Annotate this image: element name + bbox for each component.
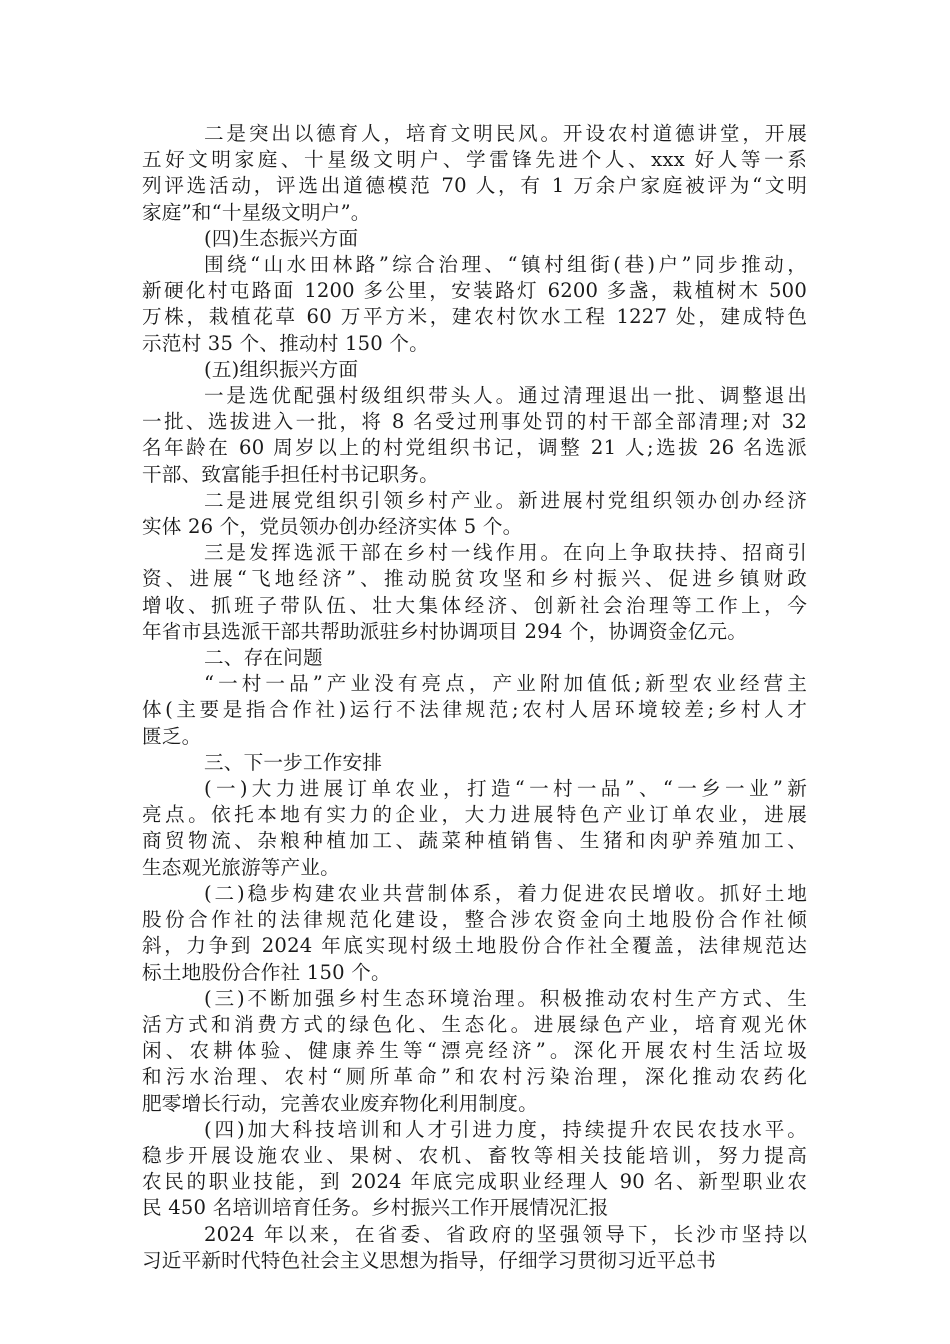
text-line: 体(主要是指合作社)运行不法律规范;农村人居环境较差;乡村人才 [142,698,807,722]
text-line: 三、下一步工作安排 [204,750,383,774]
text-line: 名年龄在 60 周岁以上的村党组织书记，调整 21 人;选拔 26 名选派 [142,436,807,460]
body-paragraph [142,881,807,986]
text-line: 稳步开展设施农业、果树、农机、畜牧等相关技能培训，努力提高 [142,1143,807,1167]
section-heading [142,645,807,671]
text-line: 标土地股份合作社 150 个。 [142,960,391,984]
text-line: 示范村 35 个、推动村 150 个。 [142,331,429,355]
body-paragraph [142,1117,807,1222]
text-line: 新硬化村屯路面 1200 多公里，安装路灯 6200 多盏，栽植树木 500 [142,279,807,303]
text-line: “一村一品”产业没有亮点，产业附加值低;新型农业经营主 [204,672,807,696]
text-line: (四)加大科技培训和人才引进力度，持续提升农民农技水平。 [204,1117,807,1141]
text-line: 匮乏。 [142,724,202,748]
text-line: 一是选优配强村级组织带头人。通过清理退出一批、调整退出 [204,384,807,408]
section-heading [142,226,807,252]
body-paragraph [142,121,807,226]
text-line: 干部、致富能手担任村书记职务。 [142,462,439,486]
text-line: 列评选活动，评选出道德模范 70 人，有 1 万余户家庭被评为“文明 [142,174,807,198]
text-line: 二是突出以德育人，培育文明民风。开设农村道德讲堂，开展 [204,122,807,145]
text-line: 增收、抓班子带队伍、壮大集体经济、创新社会治理等工作上，今 [142,593,807,617]
text-line: 五好文明家庭、十星级文明户、学雷锋先进个人、xxx 好人等一系 [142,148,807,172]
body-paragraph [142,540,807,645]
text-line: 肥零增长行动，完善农业废弃物化利用制度。 [142,1091,538,1115]
body-paragraph [142,1222,807,1274]
body-paragraph [142,383,807,488]
text-line: 围绕“山水田林路”综合治理、“镇村组街(巷)户”同步推动， [204,253,807,277]
text-line: 二是进展党组织引领乡村产业。新进展村党组织领办创办经济 [204,488,807,512]
text-line: 斜，力争到 2024 年底实现村级土地股份合作社全覆盖，法律规范达 [142,934,807,958]
text-line: 民 450 名培训培育任务。乡村振兴工作开展情况汇报 [142,1196,609,1220]
body-paragraph [142,488,807,540]
body-paragraph [142,986,807,1117]
body-paragraph [142,776,807,881]
text-line: 一批、选拔进入一批，将 8 名受过刑事处罚的村干部全部清理;对 32 [142,410,807,434]
text-line: (三)不断加强乡村生态环境治理。积极推动农村生产方式、生 [204,986,807,1010]
text-line: (五)组织振兴方面 [204,357,359,381]
text-line: 2024 年以来，在省委、省政府的坚强领导下，长沙市坚持以 [204,1222,807,1246]
text-line: 二、存在问题 [204,646,323,670]
text-line: (一)大力进展订单农业，打造“一村一品”、“一乡一业”新 [204,777,807,801]
text-line: 习近平新时代特色社会主义思想为指导，仔细学习贯彻习近平总书 [142,1248,717,1272]
text-line: 股份合作社的法律规范化建设，整合涉农资金向土地股份合作社倾 [142,908,807,932]
body-paragraph [142,252,807,357]
section-heading [142,750,807,776]
text-line: 资、进展“飞地经济”、推动脱贫攻坚和乡村振兴、促进乡镇财政 [142,567,807,591]
text-line: 家庭”和“十星级文明户”。 [142,200,371,224]
body-paragraph [142,671,807,750]
text-line: 闲、农耕体验、健康养生等“漂亮经济”。深化开展农村生活垃圾 [142,1039,807,1063]
text-line: (四)生态振兴方面 [204,226,359,250]
text-line: 活方式和消费方式的绿色化、生态化。进展绿色产业，培育观光休 [142,1012,807,1036]
text-line: (二)稳步构建农业共营制体系，着力促进农民增收。抓好土地 [204,881,807,905]
text-line: 实体 26 个，党员领办创办经济实体 5 个。 [142,515,523,539]
section-heading [142,357,807,383]
document-page [142,121,807,1274]
text-line: 三是发挥选派干部在乡村一线作用。在向上争取扶持、招商引 [204,541,807,565]
text-line: 商贸物流、杂粮种植加工、蔬菜种植销售、生猪和肉驴养殖加工、 [142,829,807,853]
text-line: 农民的职业技能，到 2024 年底完成职业经理人 90 名、新型职业农 [142,1170,807,1194]
text-line: 生态观光旅游等产业。 [142,855,340,879]
text-line: 万株，栽植花草 60 万平方米，建农村饮水工程 1227 处，建成特色 [142,305,807,329]
text-line: 和污水治理、农村“厕所革命”和农村污染治理，深化推动农药化 [142,1065,807,1089]
text-line: 亮点。依托本地有实力的企业，大力进展特色产业订单农业，进展 [142,803,807,827]
text-line: 年省市县选派干部共帮助派驻乡村协调项目 294 个，协调资金亿元。 [142,619,748,643]
